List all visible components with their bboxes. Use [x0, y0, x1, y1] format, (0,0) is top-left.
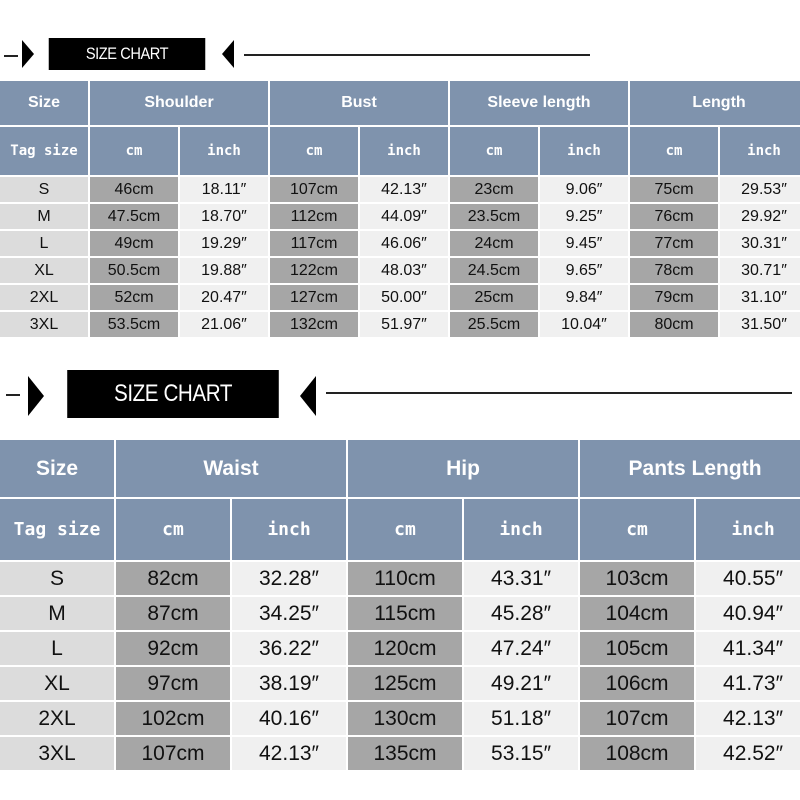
cm-value-cell: 103cm — [580, 562, 694, 595]
cm-value-cell: 112cm — [270, 204, 358, 229]
banner-rule — [326, 392, 792, 394]
table-row — [0, 597, 800, 630]
size-chart-banner-bottom — [0, 370, 800, 420]
cm-value-cell: 53.5cm — [90, 312, 178, 337]
banner-ribbon-left — [22, 40, 34, 68]
unit-inch: inch — [464, 499, 578, 560]
size-cell: XL — [0, 258, 88, 283]
banner-ribbon-left — [28, 376, 44, 416]
cm-value-cell: 107cm — [580, 702, 694, 735]
unit-cm: cm — [116, 499, 230, 560]
header-shoulder: Shoulder — [90, 81, 268, 125]
header-length: Length — [630, 81, 800, 125]
cm-value-cell: 132cm — [270, 312, 358, 337]
cm-value-cell: 23cm — [450, 177, 538, 202]
table-unit-row — [0, 127, 800, 175]
tag-size-label: Tag size — [0, 499, 114, 560]
unit-inch: inch — [720, 127, 800, 175]
inch-value-cell: 51.18″ — [464, 702, 578, 735]
inch-value-cell: 20.47″ — [180, 285, 268, 310]
cm-value-cell: 97cm — [116, 667, 230, 700]
table-header-row — [0, 440, 800, 497]
cm-value-cell: 105cm — [580, 632, 694, 665]
cm-value-cell: 115cm — [348, 597, 462, 630]
unit-cm: cm — [630, 127, 718, 175]
inch-value-cell: 30.71″ — [720, 258, 800, 283]
cm-value-cell: 52cm — [90, 285, 178, 310]
cm-value-cell: 117cm — [270, 231, 358, 256]
inch-value-cell: 53.15″ — [464, 737, 578, 770]
inch-value-cell: 18.70″ — [180, 204, 268, 229]
header-sleeve-length: Sleeve length — [450, 81, 628, 125]
cm-value-cell: 130cm — [348, 702, 462, 735]
table-unit-row — [0, 499, 800, 560]
inch-value-cell: 9.25″ — [540, 204, 628, 229]
cm-value-cell: 104cm — [580, 597, 694, 630]
size-cell: S — [0, 562, 114, 595]
cm-value-cell: 23.5cm — [450, 204, 538, 229]
top-size-table — [0, 79, 800, 339]
cm-value-cell: 108cm — [580, 737, 694, 770]
header-waist: Waist — [116, 440, 346, 497]
header-size: Size — [0, 81, 88, 125]
cm-value-cell: 110cm — [348, 562, 462, 595]
cm-value-cell: 49cm — [90, 231, 178, 256]
size-cell: 3XL — [0, 312, 88, 337]
unit-cm: cm — [580, 499, 694, 560]
unit-inch: inch — [232, 499, 346, 560]
table-row — [0, 632, 800, 665]
inch-value-cell: 30.31″ — [720, 231, 800, 256]
cm-value-cell: 125cm — [348, 667, 462, 700]
cm-value-cell: 107cm — [270, 177, 358, 202]
size-chart-banner-top — [0, 36, 800, 76]
inch-value-cell: 29.53″ — [720, 177, 800, 202]
size-cell: M — [0, 204, 88, 229]
cm-value-cell: 127cm — [270, 285, 358, 310]
table-row — [0, 258, 800, 283]
unit-inch: inch — [360, 127, 448, 175]
header-pants-length: Pants Length — [580, 440, 800, 497]
cm-value-cell: 25cm — [450, 285, 538, 310]
inch-value-cell: 9.45″ — [540, 231, 628, 256]
inch-value-cell: 50.00″ — [360, 285, 448, 310]
cm-value-cell: 106cm — [580, 667, 694, 700]
banner-title: SIZE CHART — [49, 38, 206, 70]
cm-value-cell: 122cm — [270, 258, 358, 283]
inch-value-cell: 19.88″ — [180, 258, 268, 283]
inch-value-cell: 47.24″ — [464, 632, 578, 665]
cm-value-cell: 102cm — [116, 702, 230, 735]
inch-value-cell: 31.50″ — [720, 312, 800, 337]
size-cell: XL — [0, 667, 114, 700]
size-cell: 2XL — [0, 285, 88, 310]
inch-value-cell: 44.09″ — [360, 204, 448, 229]
size-cell: L — [0, 632, 114, 665]
size-cell: M — [0, 597, 114, 630]
inch-value-cell: 46.06″ — [360, 231, 448, 256]
cm-value-cell: 82cm — [116, 562, 230, 595]
cm-value-cell: 46cm — [90, 177, 178, 202]
inch-value-cell: 9.84″ — [540, 285, 628, 310]
inch-value-cell: 42.13″ — [696, 702, 800, 735]
cm-value-cell: 77cm — [630, 231, 718, 256]
inch-value-cell: 10.04″ — [540, 312, 628, 337]
header-hip: Hip — [348, 440, 578, 497]
inch-value-cell: 42.13″ — [232, 737, 346, 770]
banner-title: SIZE CHART — [67, 370, 279, 418]
size-cell: 3XL — [0, 737, 114, 770]
header-size: Size — [0, 440, 114, 497]
inch-value-cell: 38.19″ — [232, 667, 346, 700]
size-cell: L — [0, 231, 88, 256]
unit-inch: inch — [180, 127, 268, 175]
inch-value-cell: 19.29″ — [180, 231, 268, 256]
banner-ribbon-right — [300, 376, 316, 416]
unit-inch: inch — [696, 499, 800, 560]
inch-value-cell: 41.73″ — [696, 667, 800, 700]
inch-value-cell: 41.34″ — [696, 632, 800, 665]
inch-value-cell: 32.28″ — [232, 562, 346, 595]
inch-value-cell: 34.25″ — [232, 597, 346, 630]
unit-cm: cm — [270, 127, 358, 175]
unit-cm: cm — [348, 499, 462, 560]
header-bust: Bust — [270, 81, 448, 125]
size-cell: S — [0, 177, 88, 202]
inch-value-cell: 31.10″ — [720, 285, 800, 310]
inch-value-cell: 40.16″ — [232, 702, 346, 735]
cm-value-cell: 79cm — [630, 285, 718, 310]
inch-value-cell: 40.55″ — [696, 562, 800, 595]
inch-value-cell: 21.06″ — [180, 312, 268, 337]
cm-value-cell: 25.5cm — [450, 312, 538, 337]
table-row — [0, 667, 800, 700]
banner-dash — [6, 394, 20, 396]
table-row — [0, 562, 800, 595]
inch-value-cell: 51.97″ — [360, 312, 448, 337]
cm-value-cell: 50.5cm — [90, 258, 178, 283]
table-row — [0, 285, 800, 310]
inch-value-cell: 42.52″ — [696, 737, 800, 770]
cm-value-cell: 47.5cm — [90, 204, 178, 229]
size-cell: 2XL — [0, 702, 114, 735]
inch-value-cell: 9.65″ — [540, 258, 628, 283]
unit-inch: inch — [540, 127, 628, 175]
cm-value-cell: 107cm — [116, 737, 230, 770]
inch-value-cell: 48.03″ — [360, 258, 448, 283]
cm-value-cell: 80cm — [630, 312, 718, 337]
table-row — [0, 231, 800, 256]
cm-value-cell: 24cm — [450, 231, 538, 256]
banner-rule — [244, 54, 590, 56]
tag-size-label: Tag size — [0, 127, 88, 175]
inch-value-cell: 18.11″ — [180, 177, 268, 202]
table-header-row — [0, 81, 800, 125]
cm-value-cell: 87cm — [116, 597, 230, 630]
table-row — [0, 737, 800, 770]
table-row — [0, 204, 800, 229]
cm-value-cell: 120cm — [348, 632, 462, 665]
inch-value-cell: 49.21″ — [464, 667, 578, 700]
cm-value-cell: 75cm — [630, 177, 718, 202]
inch-value-cell: 29.92″ — [720, 204, 800, 229]
banner-dash — [4, 55, 18, 57]
inch-value-cell: 36.22″ — [232, 632, 346, 665]
cm-value-cell: 76cm — [630, 204, 718, 229]
inch-value-cell: 45.28″ — [464, 597, 578, 630]
inch-value-cell: 9.06″ — [540, 177, 628, 202]
inch-value-cell: 42.13″ — [360, 177, 448, 202]
cm-value-cell: 78cm — [630, 258, 718, 283]
cm-value-cell: 92cm — [116, 632, 230, 665]
cm-value-cell: 135cm — [348, 737, 462, 770]
banner-ribbon-right — [222, 40, 234, 68]
unit-cm: cm — [450, 127, 538, 175]
pants-size-table — [0, 438, 800, 772]
table-row — [0, 177, 800, 202]
table-row — [0, 312, 800, 337]
inch-value-cell: 43.31″ — [464, 562, 578, 595]
inch-value-cell: 40.94″ — [696, 597, 800, 630]
table-row — [0, 702, 800, 735]
cm-value-cell: 24.5cm — [450, 258, 538, 283]
unit-cm: cm — [90, 127, 178, 175]
